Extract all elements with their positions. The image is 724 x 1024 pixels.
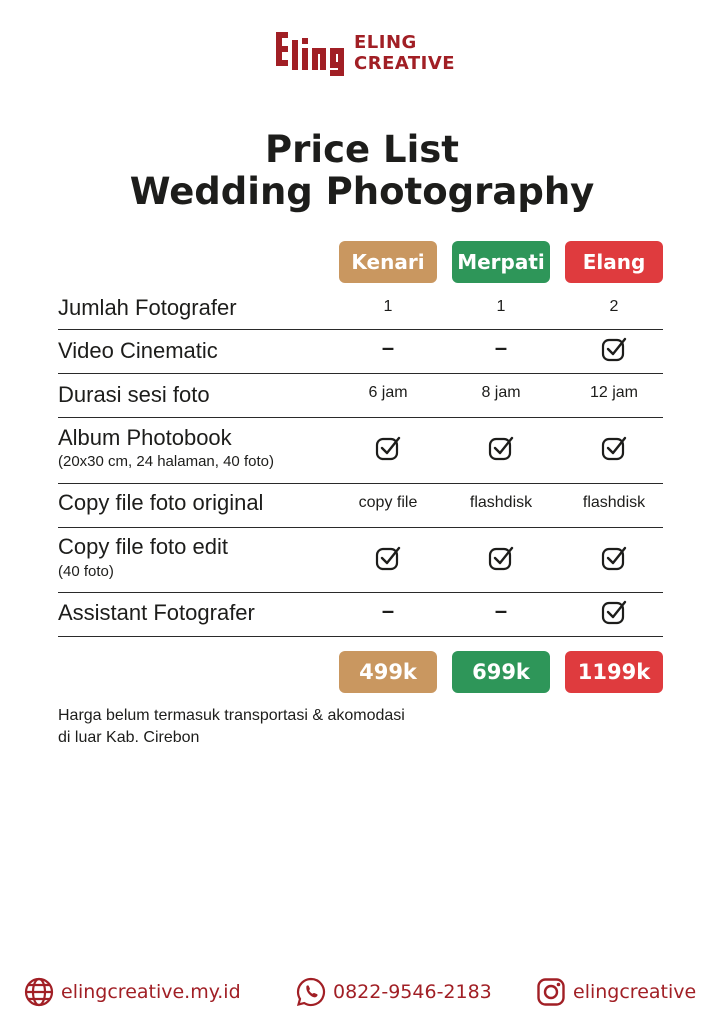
brand-line2: CREATIVE [354, 53, 456, 74]
price-note [58, 705, 405, 749]
footer-website[interactable] [24, 974, 241, 1010]
checkmark-icon [565, 435, 663, 461]
package-header-merpati: Merpati [452, 241, 550, 283]
dash-icon: – [494, 335, 508, 360]
checkmark-icon [565, 336, 663, 362]
row-label: Album Photobook [58, 425, 232, 450]
globe-icon [24, 977, 54, 1007]
footer-phone[interactable] [296, 974, 492, 1010]
price-elang: 1199k [565, 651, 663, 693]
table-row [58, 527, 663, 593]
table-row [58, 373, 663, 418]
brand-name [354, 32, 455, 74]
brand-logo [274, 28, 454, 82]
dash-icon: – [494, 598, 508, 623]
whatsapp-icon [296, 977, 326, 1007]
price-merpati: 699k [452, 651, 550, 693]
eling-logo-icon [274, 30, 350, 80]
cell-value: 1 [496, 298, 506, 315]
cell-value: 12 jam [589, 384, 639, 401]
cell-value: 8 jam [481, 384, 521, 401]
row-label: Copy file foto original [58, 490, 264, 515]
package-header-kenari: Kenari [339, 241, 437, 283]
row-label: Video Cinematic [58, 338, 218, 363]
row-label: Jumlah Fotografer [58, 295, 237, 320]
row-label: Copy file foto edit [58, 534, 228, 559]
row-sublabel: (20x30 cm, 24 halaman, 40 foto) [58, 453, 274, 470]
cell-value: 1 [383, 298, 393, 315]
price-kenari: 499k [339, 651, 437, 693]
cell-value: flashdisk [469, 494, 533, 511]
brand-line1: ELING [354, 32, 417, 53]
cell-value: 2 [609, 298, 619, 315]
page-title-line1: Price List [265, 128, 459, 171]
table-row [58, 483, 663, 528]
price-note-line2: di luar Kab. Cirebon [58, 729, 200, 746]
footer-instagram-text[interactable]: elingcreative [573, 981, 697, 1003]
table-row [58, 592, 663, 637]
footer-website-text[interactable]: elingcreative.my.id [61, 981, 241, 1003]
row-label: Assistant Fotografer [58, 600, 255, 625]
table-row [58, 289, 663, 330]
cell-value: copy file [358, 494, 418, 511]
instagram-icon [536, 977, 566, 1007]
page-title-line2: Wedding Photography [129, 170, 595, 213]
footer-phone-text[interactable]: 0822-9546-2183 [333, 981, 492, 1003]
table-row [58, 417, 663, 484]
cell-value: flashdisk [582, 494, 646, 511]
package-header-elang: Elang [565, 241, 663, 283]
checkmark-icon [565, 599, 663, 625]
checkmark-icon [339, 435, 437, 461]
row-label: Durasi sesi foto [58, 382, 210, 407]
table-row [58, 329, 663, 374]
dash-icon: – [381, 598, 395, 623]
checkmark-icon [452, 435, 550, 461]
cell-value: 6 jam [368, 384, 408, 401]
row-sublabel: (40 foto) [58, 563, 114, 580]
dash-icon: – [381, 335, 395, 360]
price-note-line1: Harga belum termasuk transportasi & akomodasi [58, 707, 405, 724]
checkmark-icon [339, 545, 437, 571]
footer-instagram[interactable] [536, 974, 696, 1010]
checkmark-icon [565, 545, 663, 571]
checkmark-icon [452, 545, 550, 571]
